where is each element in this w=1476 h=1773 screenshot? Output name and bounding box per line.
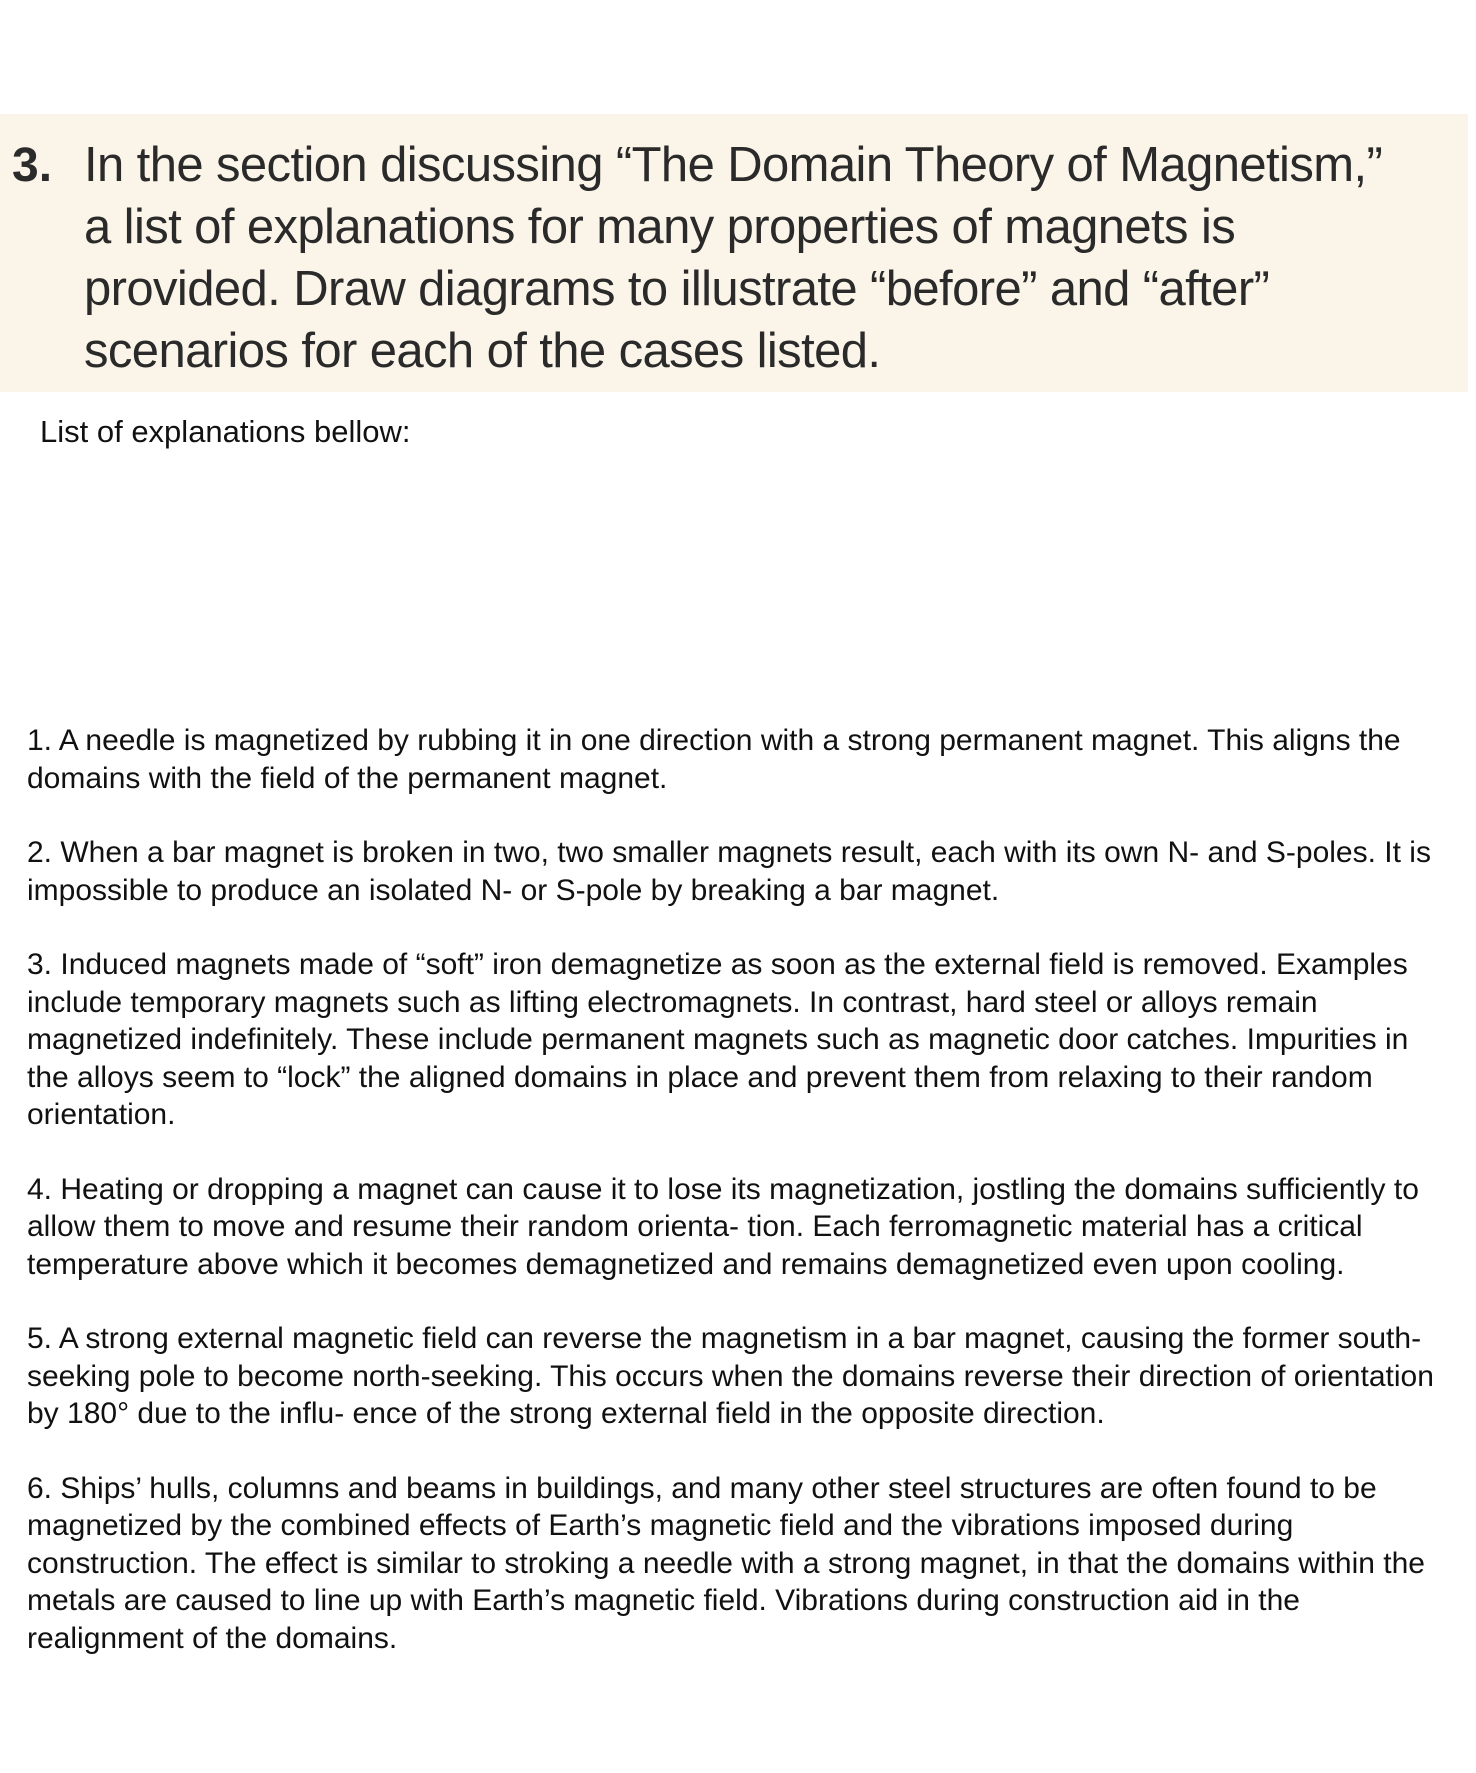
explanation-item: 5. A strong external magnetic field can reverse the magnetism in a bar magnet, causing the former south-seeking pole to become north-seeking. This occurs when the domains reverse their direction of orientation by 180° due to the influ- ence of the strong external field in the opposite direction. xyxy=(27,1322,1434,1430)
explanation-item: 4. Heating or dropping a magnet can cause it to lose its magnetization, jostling the domains sufficiently to allow them to move and resume their random orienta- tion. Each ferromagnetic material has a critical temperature above which it becomes demagnetized and remains demagnetized even upon cooling. xyxy=(27,1172,1419,1281)
explanation-item: 6. Ships’ hulls, columns and beams in buildings, and many other steel structures are often found to be magnetized by the combined effects of Earth’s magnetic field and the vibrations imposed during construction. The effect is similar to stroking a needle with a strong magnet, in that the domains within the metals are caused to line up with Earth’s magnetic field. Vibrations during construction aid in the realignment of the domains. xyxy=(27,1471,1425,1655)
list-intro: List of explanations bellow: xyxy=(40,414,411,449)
explanation-list xyxy=(27,722,1447,1694)
question-text: In the section discussing “The Domain Theory of Magnetism,” a list of explanations for many properties of magnets is provided. Draw diagrams to illustrate “before” and “after” scenarios for each of the cases listed. xyxy=(84,138,1383,378)
explanation-item: 2. When a bar magnet is broken in two, two smaller magnets result, each with its own N- and S-poles. It is impossible to produce an isolated N- or S-pole by breaking a bar magnet. xyxy=(27,836,1431,907)
explanation-item: 3. Induced magnets made of “soft” iron demagnetize as soon as the external field is removed. Examples include temporary magnets such as lifting electromagnets. In contrast, hard steel or alloys remain magnetized indefinitely. These include permanent magnets such as magnetic door catches. Impurities in the alloys seem to “lock” the aligned domains in place and prevent them from relaxing to their random orientation. xyxy=(27,948,1409,1131)
explanation-item: 1. A needle is magnetized by rubbing it in one direction with a strong permanent magnet. This aligns the domains with the field of the permanent magnet. xyxy=(27,724,1401,795)
question-number: 3. xyxy=(12,139,53,192)
